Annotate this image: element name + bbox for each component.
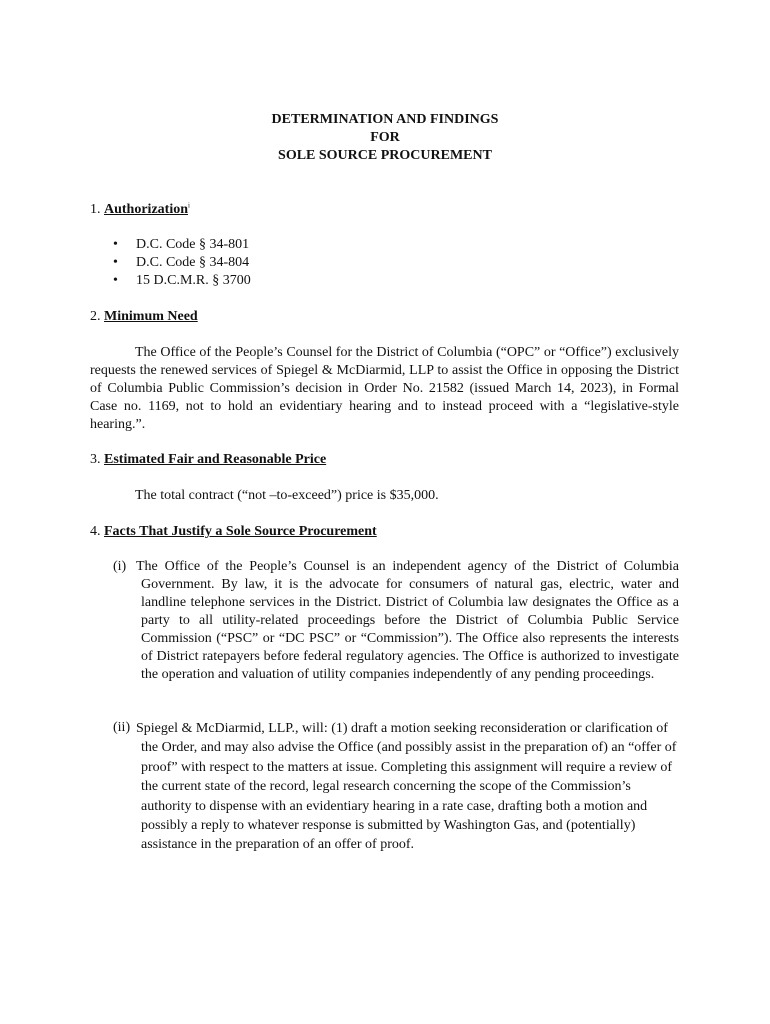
section-authorization-heading [90,201,190,219]
list-item-text: 15 D.C.M.R. § 3700 [136,273,251,288]
bullet-icon: • [113,255,118,270]
minimum-need-paragraph: The Office of the People’s Counsel for the District of Columbia (“OPC” or “Office”) exclusively requests the renewed services of Spiegel & McDiarmid, LLP to assist the Office in opposing the District of Columbia Public Commission’s decision in Order No. 21582 (issued March 14, 2023), in Formal Case no. 1169, not to hold an evidentiary hearing and to instead proceed with a “legislative-style hearing.”. [90,345,679,432]
section-number: 3. [90,452,101,467]
fact-label: (i) [113,559,127,574]
section-title: Facts That Justify a Sole Source Procurement [104,524,377,539]
fact-item [113,719,679,855]
section-title: Estimated Fair and Reasonable Price [104,452,327,467]
list-item-text: D.C. Code § 34-804 [136,255,250,270]
section-title: Authorization [104,202,188,217]
fact-label: (ii) [113,720,131,735]
section-title: Minimum Need [104,309,198,324]
list-item-text: D.C. Code § 34-801 [136,237,250,252]
title-line-2: FOR [370,130,400,145]
section-number: 2. [90,309,101,324]
price-paragraph: The total contract (“not –to-exceed”) price is $35,000. [135,488,439,503]
section-price-heading [90,451,326,469]
title-line-3: SOLE SOURCE PROCUREMENT [278,148,492,163]
document-title [0,111,770,165]
bullet-icon: • [113,273,118,288]
footnote-marker[interactable]: i [188,201,190,210]
fact-text: Spiegel & McDiarmid, LLP., will: (1) draft a motion seeking reconsideration or clarification of the Order, and may also advise the Office (and possibly assist in the preparation of) an “offer of proof” with respect to the matters at issue. Completing this assignment will require a review of the current state of the record, legal research concerning the scope of the Commission’s authority to dispense with an evidentiary hearing in a rate case, drafting both a motion and possibly a reply to whatever response is submitted by Washington Gas, and (potentially) assistance in the preparation of an offer of proof. [136,721,677,853]
list-item [113,236,251,254]
list-item [113,272,251,290]
section-facts-heading [90,523,377,541]
title-line-1: DETERMINATION AND FINDINGS [271,112,499,127]
authorization-list [113,236,251,290]
fact-text: The Office of the People’s Counsel is an independent agency of the District of Columbia Government. By law, it is the advocate for consumers of natural gas, electric, water and landline telephone services in the District. District of Columbia law designates the Office as a party to all utility-related proceedings before the District of Columbia Public Service Commission (“PSC” or “DC PSC” or “Commission”). The Office also represents the interests of District ratepayers before federal regulatory agencies. The Office is authorized to investigate the operation and valuation of utility companies independently of any pending proceedings. [136,559,679,682]
bullet-icon: • [113,237,118,252]
section-number: 1. [90,202,101,217]
fact-item [113,558,679,684]
section-number: 4. [90,524,101,539]
list-item [113,254,251,272]
section-minimum-need-heading [90,308,198,326]
